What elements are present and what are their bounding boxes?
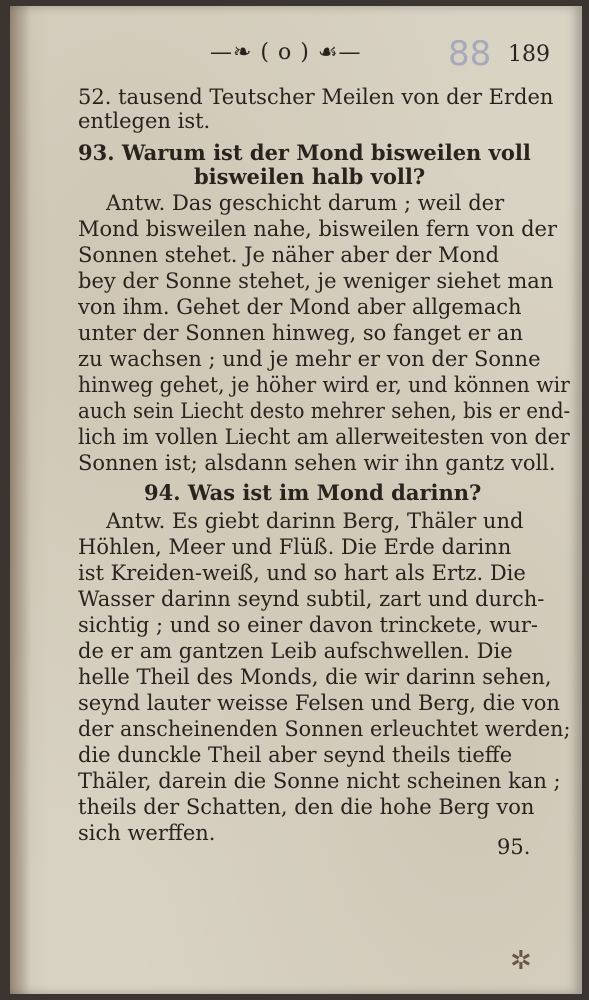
catchword: 95.	[497, 835, 531, 859]
text-line: 52. tausend Teutscher Meilen von der Erden	[78, 85, 554, 109]
text-line: unter der Sonnen hinweg, so fanget er an	[78, 321, 523, 345]
text-line: de er am gantzen Leib aufschwellen. Die	[78, 639, 513, 663]
text-line: Mond bisweilen nahe, bisweilen fern von der	[78, 217, 557, 241]
ink-mark: ✲	[510, 946, 532, 976]
text-line: Sonnen stehet. Je näher aber der Mond	[78, 243, 500, 267]
text-line: seynd lauter weisse Felsen und Berg, die von	[78, 691, 560, 715]
question-heading: 93. Warum ist der Mond bisweilen voll	[78, 140, 531, 165]
text-line: lich im vollen Liecht am allerweitesten von der	[78, 425, 570, 449]
text-line: Wasser darinn seynd subtil, zart und durch-	[78, 587, 545, 611]
page-gutter	[10, 6, 30, 994]
text-line: sich werffen.	[78, 821, 216, 845]
text-line: Antw. Das geschicht darum ; weil der	[106, 191, 505, 215]
text-line: Höhlen, Meer und Flüß. Die Erde darinn	[78, 535, 512, 559]
page-number: 189	[508, 42, 550, 67]
text-line: zu wachsen ; und je mehr er von der Sonne	[78, 347, 541, 371]
question-heading: bisweilen halb voll?	[194, 164, 426, 189]
text-line: Sonnen ist; alsdann sehen wir ihn gantz voll.	[78, 451, 556, 475]
shelfmark-annotation: 88	[448, 34, 492, 74]
text-line: von ihm. Gehet der Mond aber allgemach	[78, 295, 522, 319]
text-line: helle Theil des Monds, die wir darinn sehen,	[78, 665, 552, 689]
header-ornament: —❧ ( o ) ☙—	[210, 40, 362, 65]
text-line: ist Kreiden-weiß, und so hart als Ertz. Die	[78, 561, 526, 585]
text-line: Antw. Es giebt darinn Berg, Thäler und	[106, 509, 524, 533]
text-line: hinweg gehet, je höher wird er, und können wir	[78, 373, 570, 397]
text-line: theils der Schatten, den die hohe Berg von	[78, 795, 535, 819]
text-line: die dunckle Theil aber seynd theils tieffe	[78, 743, 513, 767]
question-heading: 94. Was ist im Mond darinn?	[144, 480, 482, 505]
text-line: Thäler, darein die Sonne nicht scheinen kan ;	[78, 769, 561, 793]
text-line: bey der Sonne stehet, je weniger siehet man	[78, 269, 554, 293]
text-line: der anscheinenden Sonnen erleuchtet werden;	[78, 717, 571, 741]
text-line: entlegen ist.	[78, 109, 211, 133]
running-header	[210, 34, 560, 74]
book-page	[10, 6, 582, 994]
text-line: auch sein Liecht desto mehrer sehen, bis er end-	[78, 399, 571, 423]
text-line: sichtig ; und so einer davon trinckete, wur-	[78, 613, 539, 637]
